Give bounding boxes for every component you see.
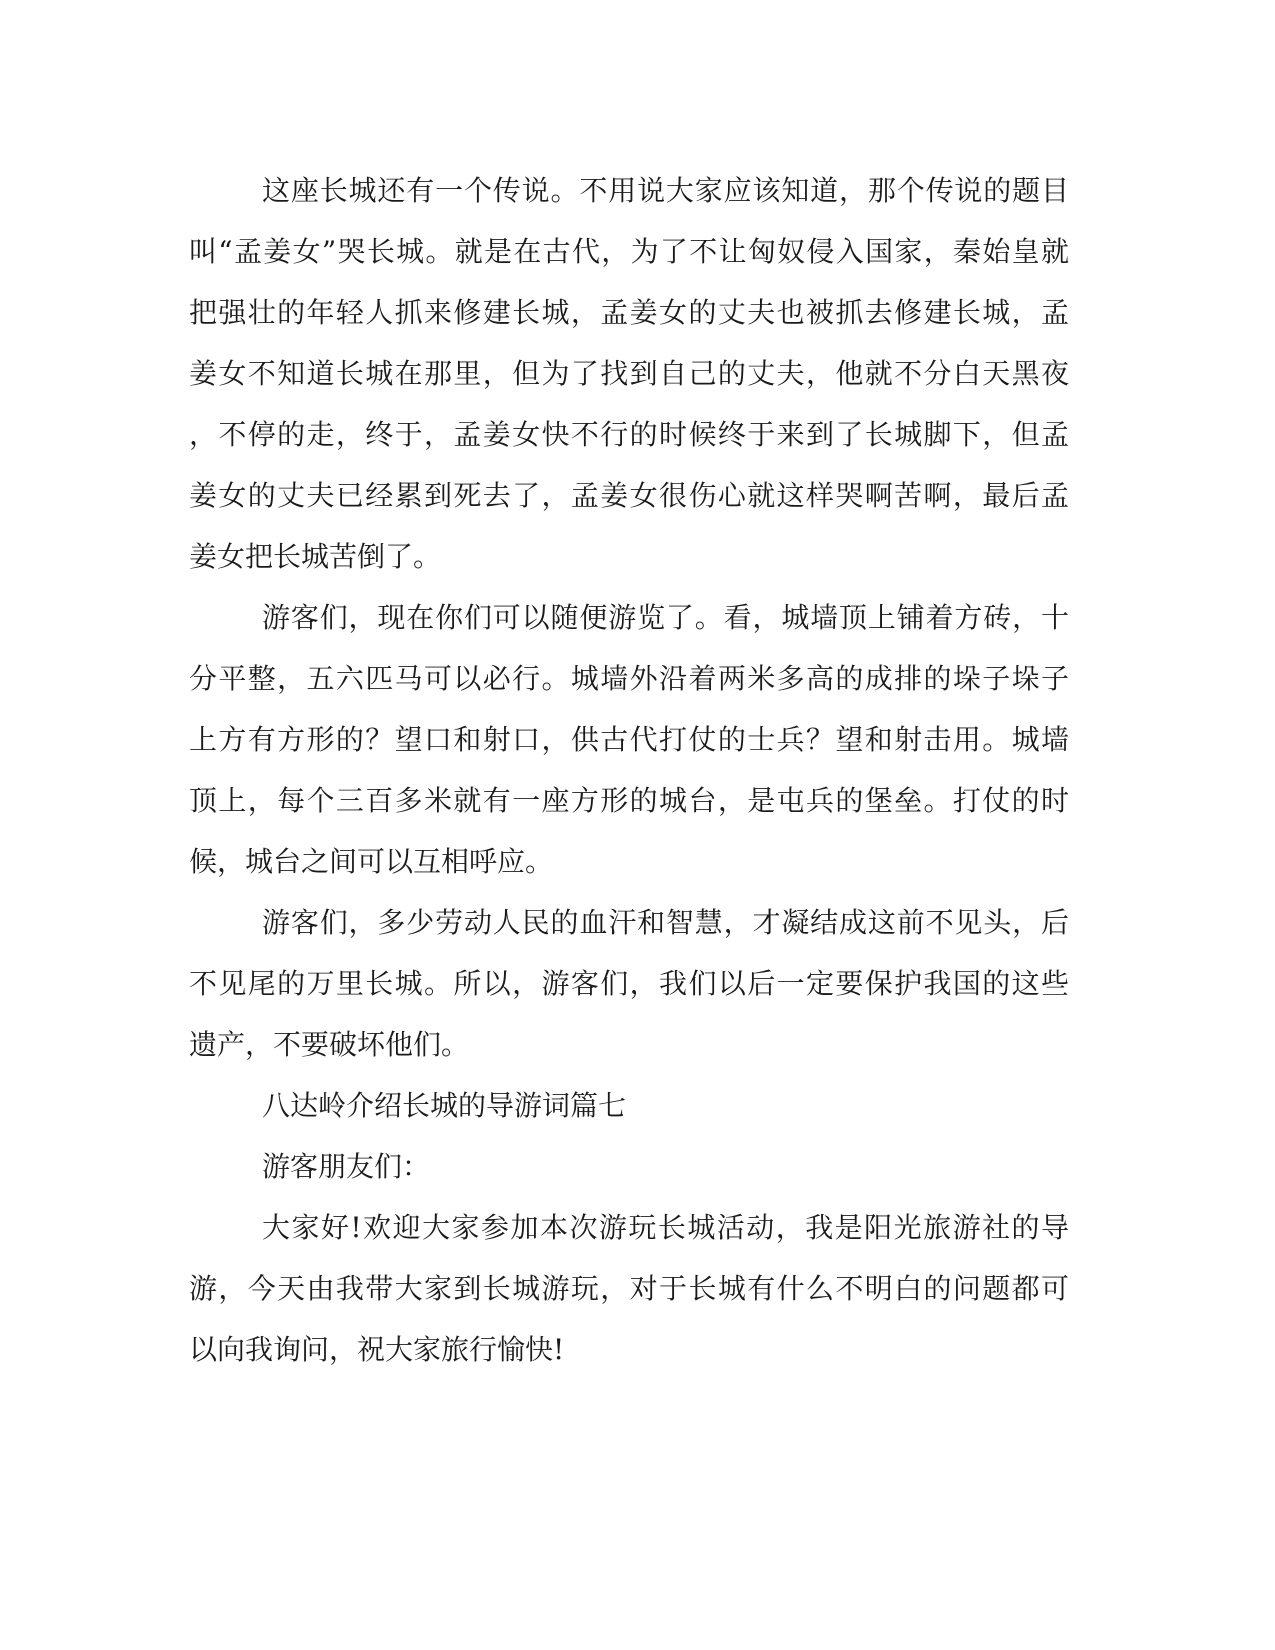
paragraph-legend [189,160,1069,587]
paragraph-greeting [189,1136,1069,1197]
text-line: 候，城台之间可以互相呼应。 [189,845,554,878]
text-line: 把强壮的年轻人抓来修建长城，孟姜女的丈夫也被抓去修建长城，孟 [189,296,1069,329]
text-line: 叫“孟姜女”哭长城。就是在古代，为了不让匈奴侵入国家，秦始皇就 [189,235,1069,268]
text-line: 游，今天由我带大家到长城游玩，对于长城有什么不明白的问题都可 [189,1272,1069,1305]
text-line: 大家好!欢迎大家参加本次游玩长城活动，我是阳光旅游社的导 [262,1211,1069,1244]
heading-line: 八达岭介绍长城的导游词篇七 [262,1089,627,1122]
text-line: 这座长城还有一个传说。不用说大家应该知道，那个传说的题目 [262,174,1069,207]
text-line: 游客们，现在你们可以随便游览了。看，城墙顶上铺着方砖，十 [262,601,1069,634]
text-line: 游客们，多少劳动人民的血汗和智慧，才凝结成这前不见头，后 [262,906,1069,939]
paragraph-welcome [189,1197,1069,1380]
text-line: 姜女把长城苦倒了。 [189,540,442,573]
section-heading [189,1075,1069,1136]
text-line: 游客朋友们： [262,1150,431,1183]
text-line: 以向我询问，祝大家旅行愉快! [189,1333,565,1366]
paragraph-wall-top [189,587,1069,892]
text-line: 遗产，不要破坏他们。 [189,1028,470,1061]
text-line: 顶上，每个三百多米就有一座方形的城台，是屯兵的堡垒。打仗的时 [189,784,1069,817]
text-line: ，不停的走，终于，孟姜女快不行的时候终于来到了长城脚下，但孟 [189,418,1069,451]
text-line: 姜女不知道长城在那里，但为了找到自己的丈夫，他就不分白天黑夜 [189,357,1069,390]
text-line: 姜女的丈夫已经累到死去了，孟姜女很伤心就这样哭啊苦啊，最后孟 [189,479,1069,512]
document-body [189,160,1069,1380]
text-line: 不见尾的万里长城。所以，游客们，我们以后一定要保护我国的这些 [189,967,1069,1000]
paragraph-protect [189,892,1069,1075]
text-line: 分平整，五六匹马可以必行。城墙外沿着两米多高的成排的垛子垛子 [189,662,1069,695]
text-line: 上方有方形的？望口和射口，供古代打仗的士兵？望和射击用。城墙 [189,723,1069,756]
